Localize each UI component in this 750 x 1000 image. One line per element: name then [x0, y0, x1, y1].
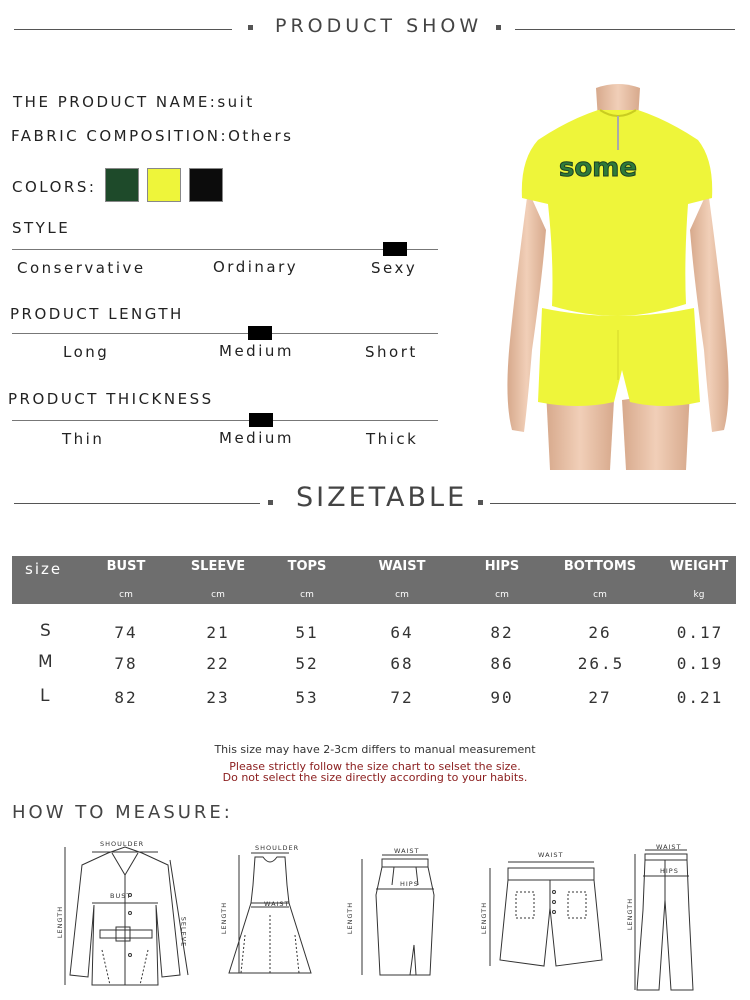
- label-shorts-waist: WAIST: [538, 851, 564, 859]
- column-unit-tops: cm: [300, 590, 314, 600]
- column-header-weight: WEIGHT: [669, 559, 729, 574]
- column-header-waist: WAIST: [378, 559, 426, 574]
- label-dress-waist: WAIST: [264, 900, 290, 908]
- label-skirt-hips: HIPS: [400, 880, 419, 888]
- size-note-habits: Do not select the size directly according to your habits.: [222, 771, 528, 784]
- table-cell: 90: [490, 688, 514, 707]
- label-sleeve: SELEVE: [179, 916, 188, 948]
- label-length: LENGTH: [56, 905, 65, 939]
- sizetable-right-dot: [478, 500, 483, 505]
- thickness-label: PRODUCT THICKNESS: [8, 390, 214, 408]
- fabric-value: Others: [228, 127, 294, 145]
- length-option-medium: Medium: [219, 342, 294, 360]
- length-option-long: Long: [63, 343, 110, 361]
- shirt-print: some: [558, 153, 638, 183]
- column-header-tops: TOPS: [287, 559, 327, 574]
- color-swatch-yellow[interactable]: [147, 168, 181, 202]
- colors-label: COLORS:: [12, 178, 97, 196]
- column-unit-waist: cm: [395, 590, 409, 600]
- table-cell: 52: [295, 654, 319, 673]
- sizetable-title: SIZETABLE: [296, 482, 468, 513]
- product-name: THE PRODUCT NAME:suit: [13, 93, 255, 111]
- table-cell: 26: [588, 623, 612, 642]
- fabric-label: FABRIC COMPOSITION:: [11, 127, 229, 145]
- table-cell: 21: [206, 623, 230, 642]
- header-left-dot: [248, 25, 253, 30]
- table-cell: 74: [114, 623, 138, 642]
- header-right-rule: [515, 29, 735, 30]
- column-header-bust: BUST: [106, 559, 146, 574]
- table-cell: 82: [490, 623, 514, 642]
- style-option-conservative: Conservative: [17, 259, 146, 277]
- table-cell: 0.17: [676, 623, 724, 642]
- table-cell: 0.21: [676, 688, 724, 707]
- table-cell: 0.19: [676, 654, 724, 673]
- column-unit-bottoms: cm: [593, 590, 607, 600]
- length-option-short: Short: [365, 343, 418, 361]
- row-size: S: [40, 621, 51, 641]
- column-unit-bust: cm: [119, 590, 133, 600]
- row-size: L: [40, 686, 50, 706]
- size-note-follow-chart: Please strictly follow the size chart to selset the size.: [229, 760, 521, 773]
- fabric-composition: [11, 127, 293, 145]
- table-cell: 78: [114, 654, 138, 673]
- thickness-option-thin: Thin: [62, 430, 105, 448]
- table-cell: 23: [206, 688, 230, 707]
- label-dress-shoulder: SHOULDER: [255, 844, 300, 852]
- length-scale-line: [12, 333, 438, 334]
- column-header-hips: HIPS: [484, 559, 520, 574]
- thickness-marker: [249, 413, 273, 427]
- shorts-diagram: [480, 848, 620, 978]
- sizetable-left-rule: [14, 503, 260, 504]
- thickness-scale-line: [12, 420, 438, 421]
- label-dress-length: LENGTH: [220, 901, 229, 935]
- sizetable-left-dot: [268, 500, 273, 505]
- header-left-rule: [14, 29, 232, 30]
- table-cell: 68: [390, 654, 414, 673]
- thickness-option-thick: Thick: [366, 430, 419, 448]
- table-cell: 53: [295, 688, 319, 707]
- column-unit-sleeve: cm: [211, 590, 225, 600]
- product-photo: [498, 80, 738, 470]
- table-cell: 72: [390, 688, 414, 707]
- label-pants-hips: HIPS: [660, 867, 679, 875]
- pants-diagram: [625, 840, 705, 995]
- style-option-sexy: Sexy: [371, 259, 418, 277]
- label-skirt-waist: WAIST: [394, 847, 420, 855]
- label-shoulder: SHOULDER: [100, 840, 145, 848]
- thickness-option-medium: Medium: [219, 429, 294, 447]
- length-label: PRODUCT LENGTH: [10, 305, 184, 323]
- sizetable-right-rule: [490, 503, 736, 504]
- dress-diagram: [225, 845, 315, 985]
- how-to-measure-title: HOW TO MEASURE:: [12, 802, 233, 823]
- column-unit-hips: cm: [495, 590, 509, 600]
- table-cell: 26.5: [577, 654, 625, 673]
- product-show-title: PRODUCT SHOW: [275, 15, 483, 37]
- style-scale-line: [12, 249, 438, 250]
- size-note-measurement: This size may have 2-3cm differs to manual measurement: [214, 743, 536, 756]
- label-skirt-length: LENGTH: [346, 901, 355, 935]
- size-column-header: size: [25, 560, 63, 578]
- style-option-ordinary: Ordinary: [213, 258, 299, 276]
- table-cell: 22: [206, 654, 230, 673]
- table-cell: 82: [114, 688, 138, 707]
- style-marker: [383, 242, 407, 256]
- row-size: M: [38, 652, 53, 672]
- column-header-bottoms: BOTTOMS: [563, 559, 637, 574]
- skirt-diagram: [350, 845, 450, 985]
- table-cell: 86: [490, 654, 514, 673]
- color-swatch-black[interactable]: [189, 168, 223, 202]
- label-pants-length: LENGTH: [626, 897, 635, 931]
- label-pants-waist: WAIST: [656, 843, 682, 851]
- length-marker: [248, 326, 272, 340]
- label-shorts-length: LENGTH: [480, 901, 489, 935]
- color-swatch-green[interactable]: [105, 168, 139, 202]
- column-unit-weight: kg: [693, 590, 705, 600]
- style-label: STYLE: [12, 219, 71, 237]
- jacket-diagram: [50, 835, 200, 995]
- table-cell: 64: [390, 623, 414, 642]
- column-header-sleeve: SLEEVE: [190, 559, 246, 574]
- table-cell: 51: [295, 623, 319, 642]
- header-right-dot: [496, 25, 501, 30]
- table-cell: 27: [588, 688, 612, 707]
- label-bust: BUST: [110, 892, 132, 900]
